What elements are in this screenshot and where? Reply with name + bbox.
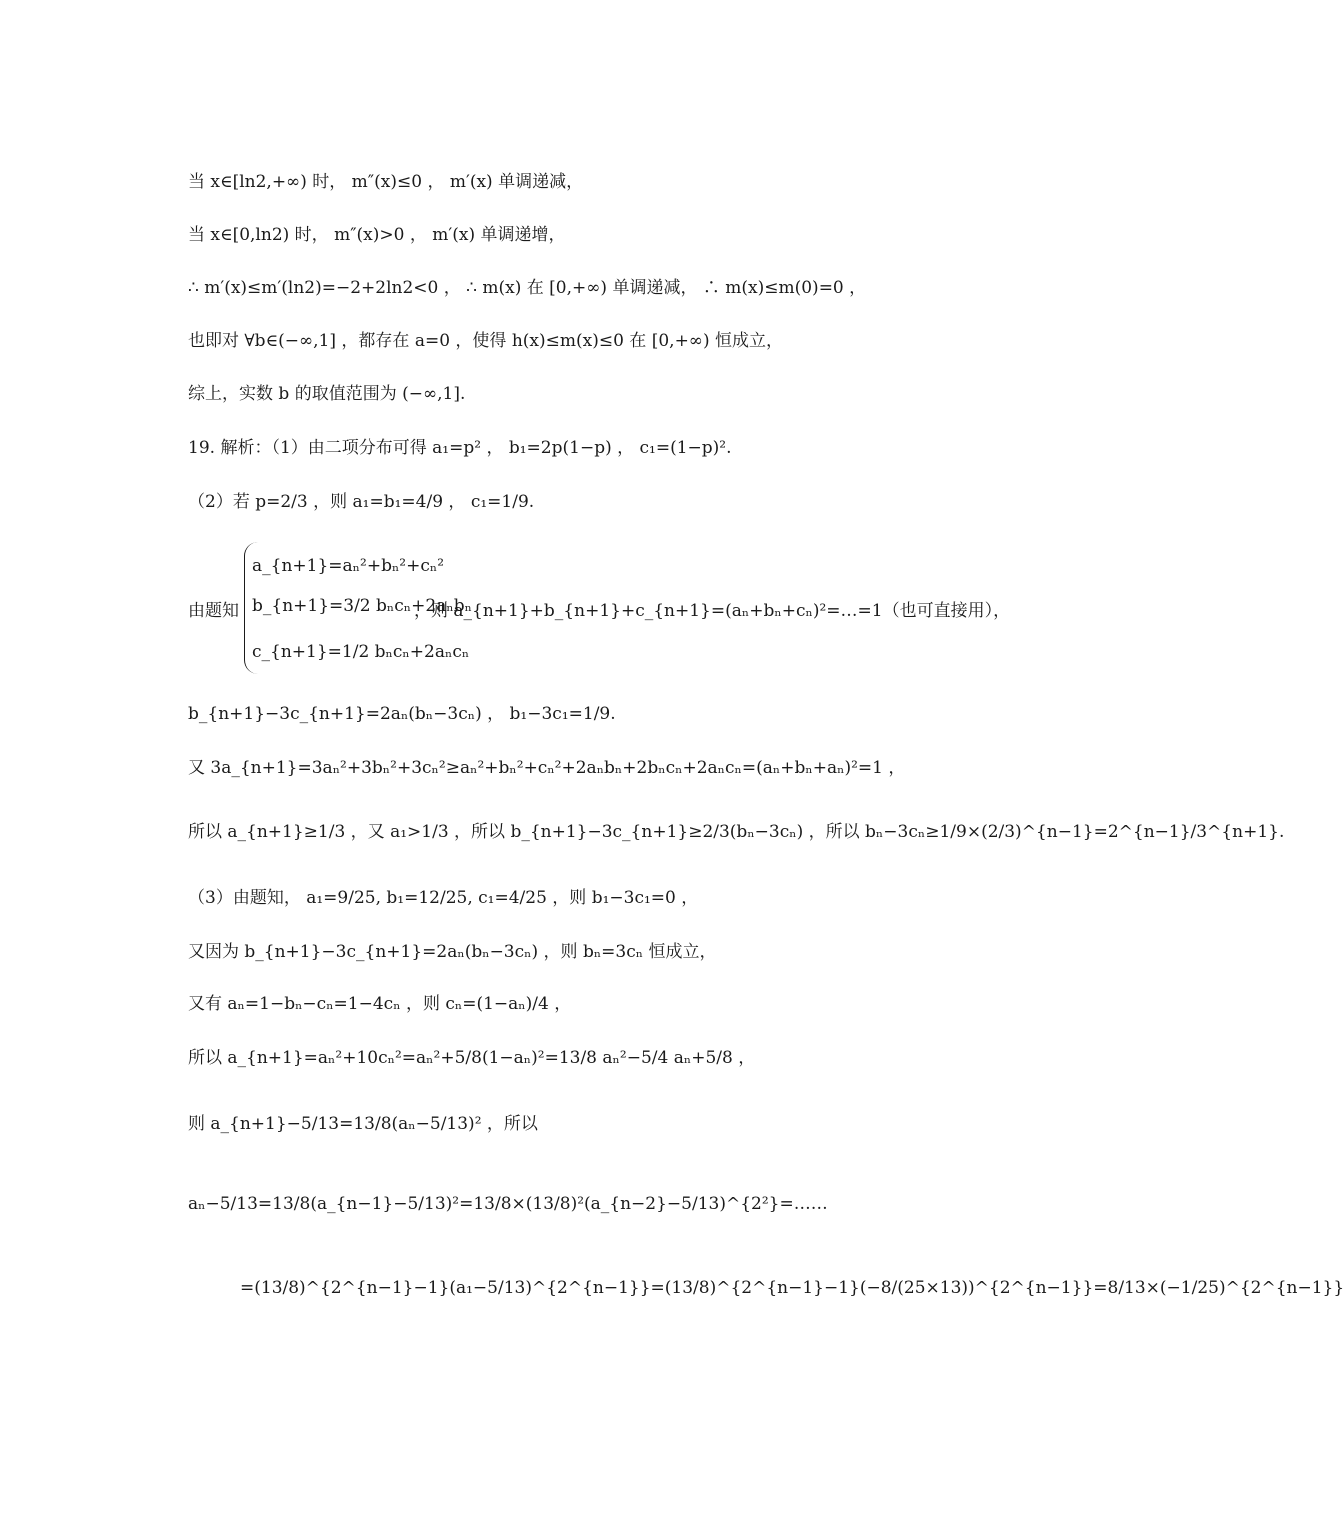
text-line-17: =(13/8)^{2^{n−1}−1}(a₁−5/13)^{2^{n−1}}=(13/8)^{2^{n−1}−1}(−8/(25×13))^{2^{n−1}}=8/13×(−1/25)^{2^{n−1}}: [240, 1278, 1344, 1298]
text-line-15: 则 a_{n+1}−5/13=13/8(aₙ−5/13)² ，所以: [188, 1114, 538, 1134]
text-line-10: 所以 a_{n+1}≥1/3 ，又 a₁>1/3 ，所以 b_{n+1}−3c_{n+1}≥2/3(bₙ−3cₙ) ，所以 bₙ−3cₙ≥1/9×(2/3)^{n−1}=2^{n−1}/3^{n+1}.: [188, 822, 1285, 842]
system-label: 由题知: [188, 601, 239, 621]
system-row-2: b_{n+1}=3/2 bₙcₙ+2aₙbₙ: [252, 596, 472, 616]
text-line-7: （2）若 p=2/3 ，则 a₁=b₁=4/9 ， c₁=1/9.: [188, 492, 535, 512]
text-line-11: （3）由题知， a₁=9/25, b₁=12/25, c₁=4/25 ，则 b₁−3c₁=0 ，: [188, 888, 699, 908]
text-line-4: 也即对 ∀b∈(−∞,1] ，都存在 a=0 ，使得 h(x)≤m(x)≤0 在 [0,+∞) 恒成立，: [188, 331, 784, 351]
text-line-16: aₙ−5/13=13/8(a_{n−1}−5/13)²=13/8×(13/8)²(a_{n−2}−5/13)^{2²}=……: [188, 1194, 828, 1214]
text-line-2: 当 x∈[0,ln2) 时， m″(x)>0 ， m′(x) 单调递增，: [188, 225, 566, 245]
system-row-3: c_{n+1}=1/2 bₙcₙ+2aₙcₙ: [252, 642, 470, 662]
system-tail: ，则 a_{n+1}+b_{n+1}+c_{n+1}=(aₙ+bₙ+cₙ)²=…=1（也可直接用），: [414, 601, 1011, 621]
equation-system: [188, 538, 1068, 678]
text-line-6: 19. 解析：（1）由二项分布可得 a₁=p² ， b₁=2p(1−p) ， c₁=(1−p)².: [188, 438, 732, 458]
text-line-9: 又 3a_{n+1}=3aₙ²+3bₙ²+3cₙ²≥aₙ²+bₙ²+cₙ²+2aₙbₙ+2bₙcₙ+2aₙcₙ=(aₙ+bₙ+aₙ)²=1 ，: [188, 758, 906, 778]
text-line-12: 又因为 b_{n+1}−3c_{n+1}=2aₙ(bₙ−3cₙ) ，则 bₙ=3cₙ 恒成立，: [188, 942, 717, 962]
system-row-1: a_{n+1}=aₙ²+bₙ²+cₙ²: [252, 556, 445, 576]
text-line-14: 所以 a_{n+1}=aₙ²+10cₙ²=aₙ²+5/8(1−aₙ)²=13/8 aₙ²−5/4 aₙ+5/8 ，: [188, 1048, 756, 1068]
text-line-1: 当 x∈[ln2,+∞) 时， m″(x)≤0 ， m′(x) 单调递减，: [188, 172, 584, 192]
text-line-5: 综上，实数 b 的取值范围为 (−∞,1].: [188, 384, 466, 404]
text-line-8: b_{n+1}−3c_{n+1}=2aₙ(bₙ−3cₙ) ， b₁−3c₁=1/9.: [188, 704, 616, 724]
text-line-13: 又有 aₙ=1−bₙ−cₙ=1−4cₙ ，则 cₙ=(1−aₙ)/4 ，: [188, 994, 572, 1014]
text-line-3: ∴ m′(x)≤m′(ln2)=−2+2ln2<0 ， ∴ m(x) 在 [0,+∞) 单调递减， ∴ m(x)≤m(0)=0 ，: [188, 278, 867, 298]
